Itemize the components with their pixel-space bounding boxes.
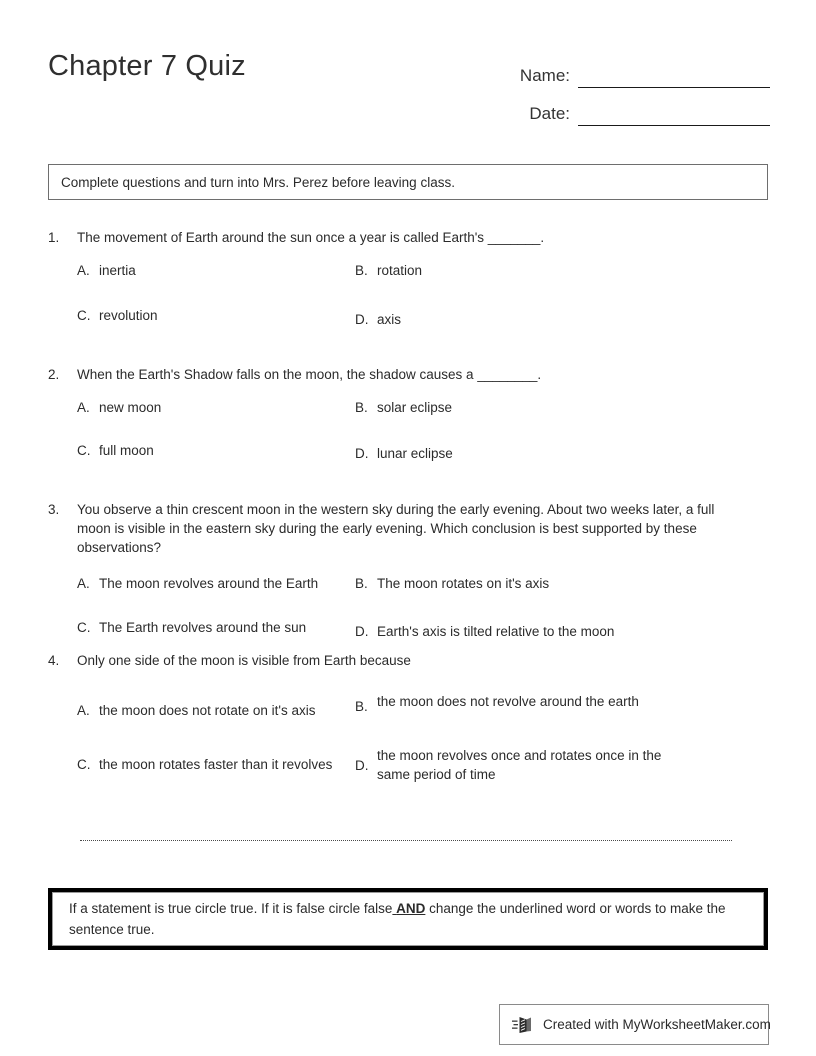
question-4 <box>0 651 816 784</box>
option-row <box>0 618 816 641</box>
option-letter: C. <box>77 443 91 458</box>
option-d[interactable] <box>345 746 685 784</box>
option-row <box>0 398 816 417</box>
option-text: full moon <box>99 443 154 458</box>
option-grid <box>0 398 816 463</box>
directions-text-before: If a statement is true circle true. If it is false circle false <box>69 901 393 916</box>
name-label: Name: <box>519 66 570 85</box>
option-text: the moon rotates faster than it revolves <box>99 757 333 772</box>
option-d[interactable] <box>345 618 745 641</box>
option-letter: C. <box>77 308 91 323</box>
instruction-text: Complete questions and turn into Mrs. Perez before leaving class. <box>61 174 455 190</box>
option-d[interactable] <box>345 441 745 463</box>
footer-text: Created with MyWorksheetMaker.com <box>543 1017 771 1032</box>
option-text: the moon does not revolve around the earth <box>377 694 639 709</box>
question-1 <box>0 228 816 365</box>
option-c[interactable] <box>0 306 345 329</box>
page-title: Chapter 7 Quiz <box>48 50 246 82</box>
date-label: Date: <box>529 104 570 123</box>
option-grid <box>0 692 816 784</box>
option-text: lunar eclipse <box>377 446 453 461</box>
question-text: The movement of Earth around the sun once a year is called Earth's _______. <box>77 230 545 245</box>
option-b[interactable] <box>345 692 655 720</box>
question-number: 3. <box>48 502 60 517</box>
option-a[interactable] <box>0 692 345 720</box>
date-input-line[interactable] <box>578 103 770 126</box>
option-c[interactable] <box>0 618 345 641</box>
option-text: solar eclipse <box>377 400 453 415</box>
myworksheetmaker-logo-icon <box>512 1014 534 1036</box>
footer-badge[interactable] <box>499 1004 769 1045</box>
option-row <box>0 261 816 280</box>
option-text: The Earth revolves around the sun <box>99 620 307 635</box>
name-row <box>470 50 770 88</box>
option-grid <box>0 261 816 329</box>
directions-text-after: change the underlined word or words to make the sentence true. <box>69 901 726 937</box>
name-date-block <box>470 50 770 126</box>
option-row <box>0 441 816 463</box>
option-b[interactable] <box>345 398 745 417</box>
option-text: the moon does not rotate on it's axis <box>99 703 316 718</box>
worksheet-header <box>0 0 816 130</box>
option-text: The moon revolves around the Earth <box>99 576 319 591</box>
option-text: axis <box>377 312 402 327</box>
true-false-directions-inner <box>52 892 764 946</box>
question-stem <box>0 365 816 384</box>
true-false-directions-text <box>53 898 763 940</box>
option-letter: B. <box>355 576 368 591</box>
option-letter: D. <box>355 446 369 461</box>
question-stem <box>0 651 816 670</box>
option-d[interactable] <box>345 306 745 329</box>
question-list <box>0 228 816 784</box>
option-row <box>0 306 816 329</box>
name-input-line[interactable] <box>578 65 770 88</box>
option-text: revolution <box>99 308 158 323</box>
option-b[interactable] <box>345 261 745 280</box>
section-divider <box>80 840 732 842</box>
option-grid <box>0 574 816 641</box>
option-row <box>0 746 816 784</box>
option-b[interactable] <box>345 574 745 593</box>
option-text: the moon revolves once and rotates once in the same period of time <box>377 748 662 782</box>
option-letter: B. <box>355 263 368 278</box>
question-text: When the Earth's Shadow falls on the moon, the shadow causes a ________. <box>77 367 542 382</box>
option-a[interactable] <box>0 398 345 417</box>
option-c[interactable] <box>0 441 345 463</box>
option-c[interactable] <box>0 746 345 784</box>
question-text: You observe a thin crescent moon in the western sky during the early evening. About two weeks later, a full moon is visible in the eastern sky during the early evening. Which conclusion is best supported by these observations? <box>77 502 715 555</box>
option-a[interactable] <box>0 261 345 280</box>
option-text: The moon rotates on it's axis <box>377 576 550 591</box>
option-row <box>0 692 816 720</box>
date-row <box>470 88 770 126</box>
option-letter: A. <box>77 400 90 415</box>
question-stem <box>0 228 816 247</box>
option-letter: A. <box>77 576 90 591</box>
question-number: 4. <box>48 653 60 668</box>
option-letter: D. <box>355 312 369 327</box>
option-text: Earth's axis is tilted relative to the moon <box>377 624 615 639</box>
option-a[interactable] <box>0 574 345 593</box>
option-row <box>0 574 816 593</box>
question-2 <box>0 365 816 500</box>
option-letter: D. <box>355 624 369 639</box>
option-text: new moon <box>99 400 162 415</box>
option-text: inertia <box>99 263 136 278</box>
option-letter: B. <box>355 400 368 415</box>
true-false-directions-box <box>48 888 768 950</box>
option-letter: A. <box>77 703 90 718</box>
option-letter: C. <box>77 757 91 772</box>
option-letter: A. <box>77 263 90 278</box>
question-text: Only one side of the moon is visible from Earth because <box>77 653 411 668</box>
option-letter: B. <box>355 698 368 714</box>
directions-emphasis: AND <box>396 901 426 916</box>
instruction-box <box>48 164 768 200</box>
question-3 <box>0 500 816 651</box>
option-text: rotation <box>377 263 423 278</box>
question-number: 1. <box>48 230 60 245</box>
option-letter: C. <box>77 620 91 635</box>
option-letter: D. <box>355 757 369 773</box>
question-stem <box>0 500 816 557</box>
question-number: 2. <box>48 367 60 382</box>
